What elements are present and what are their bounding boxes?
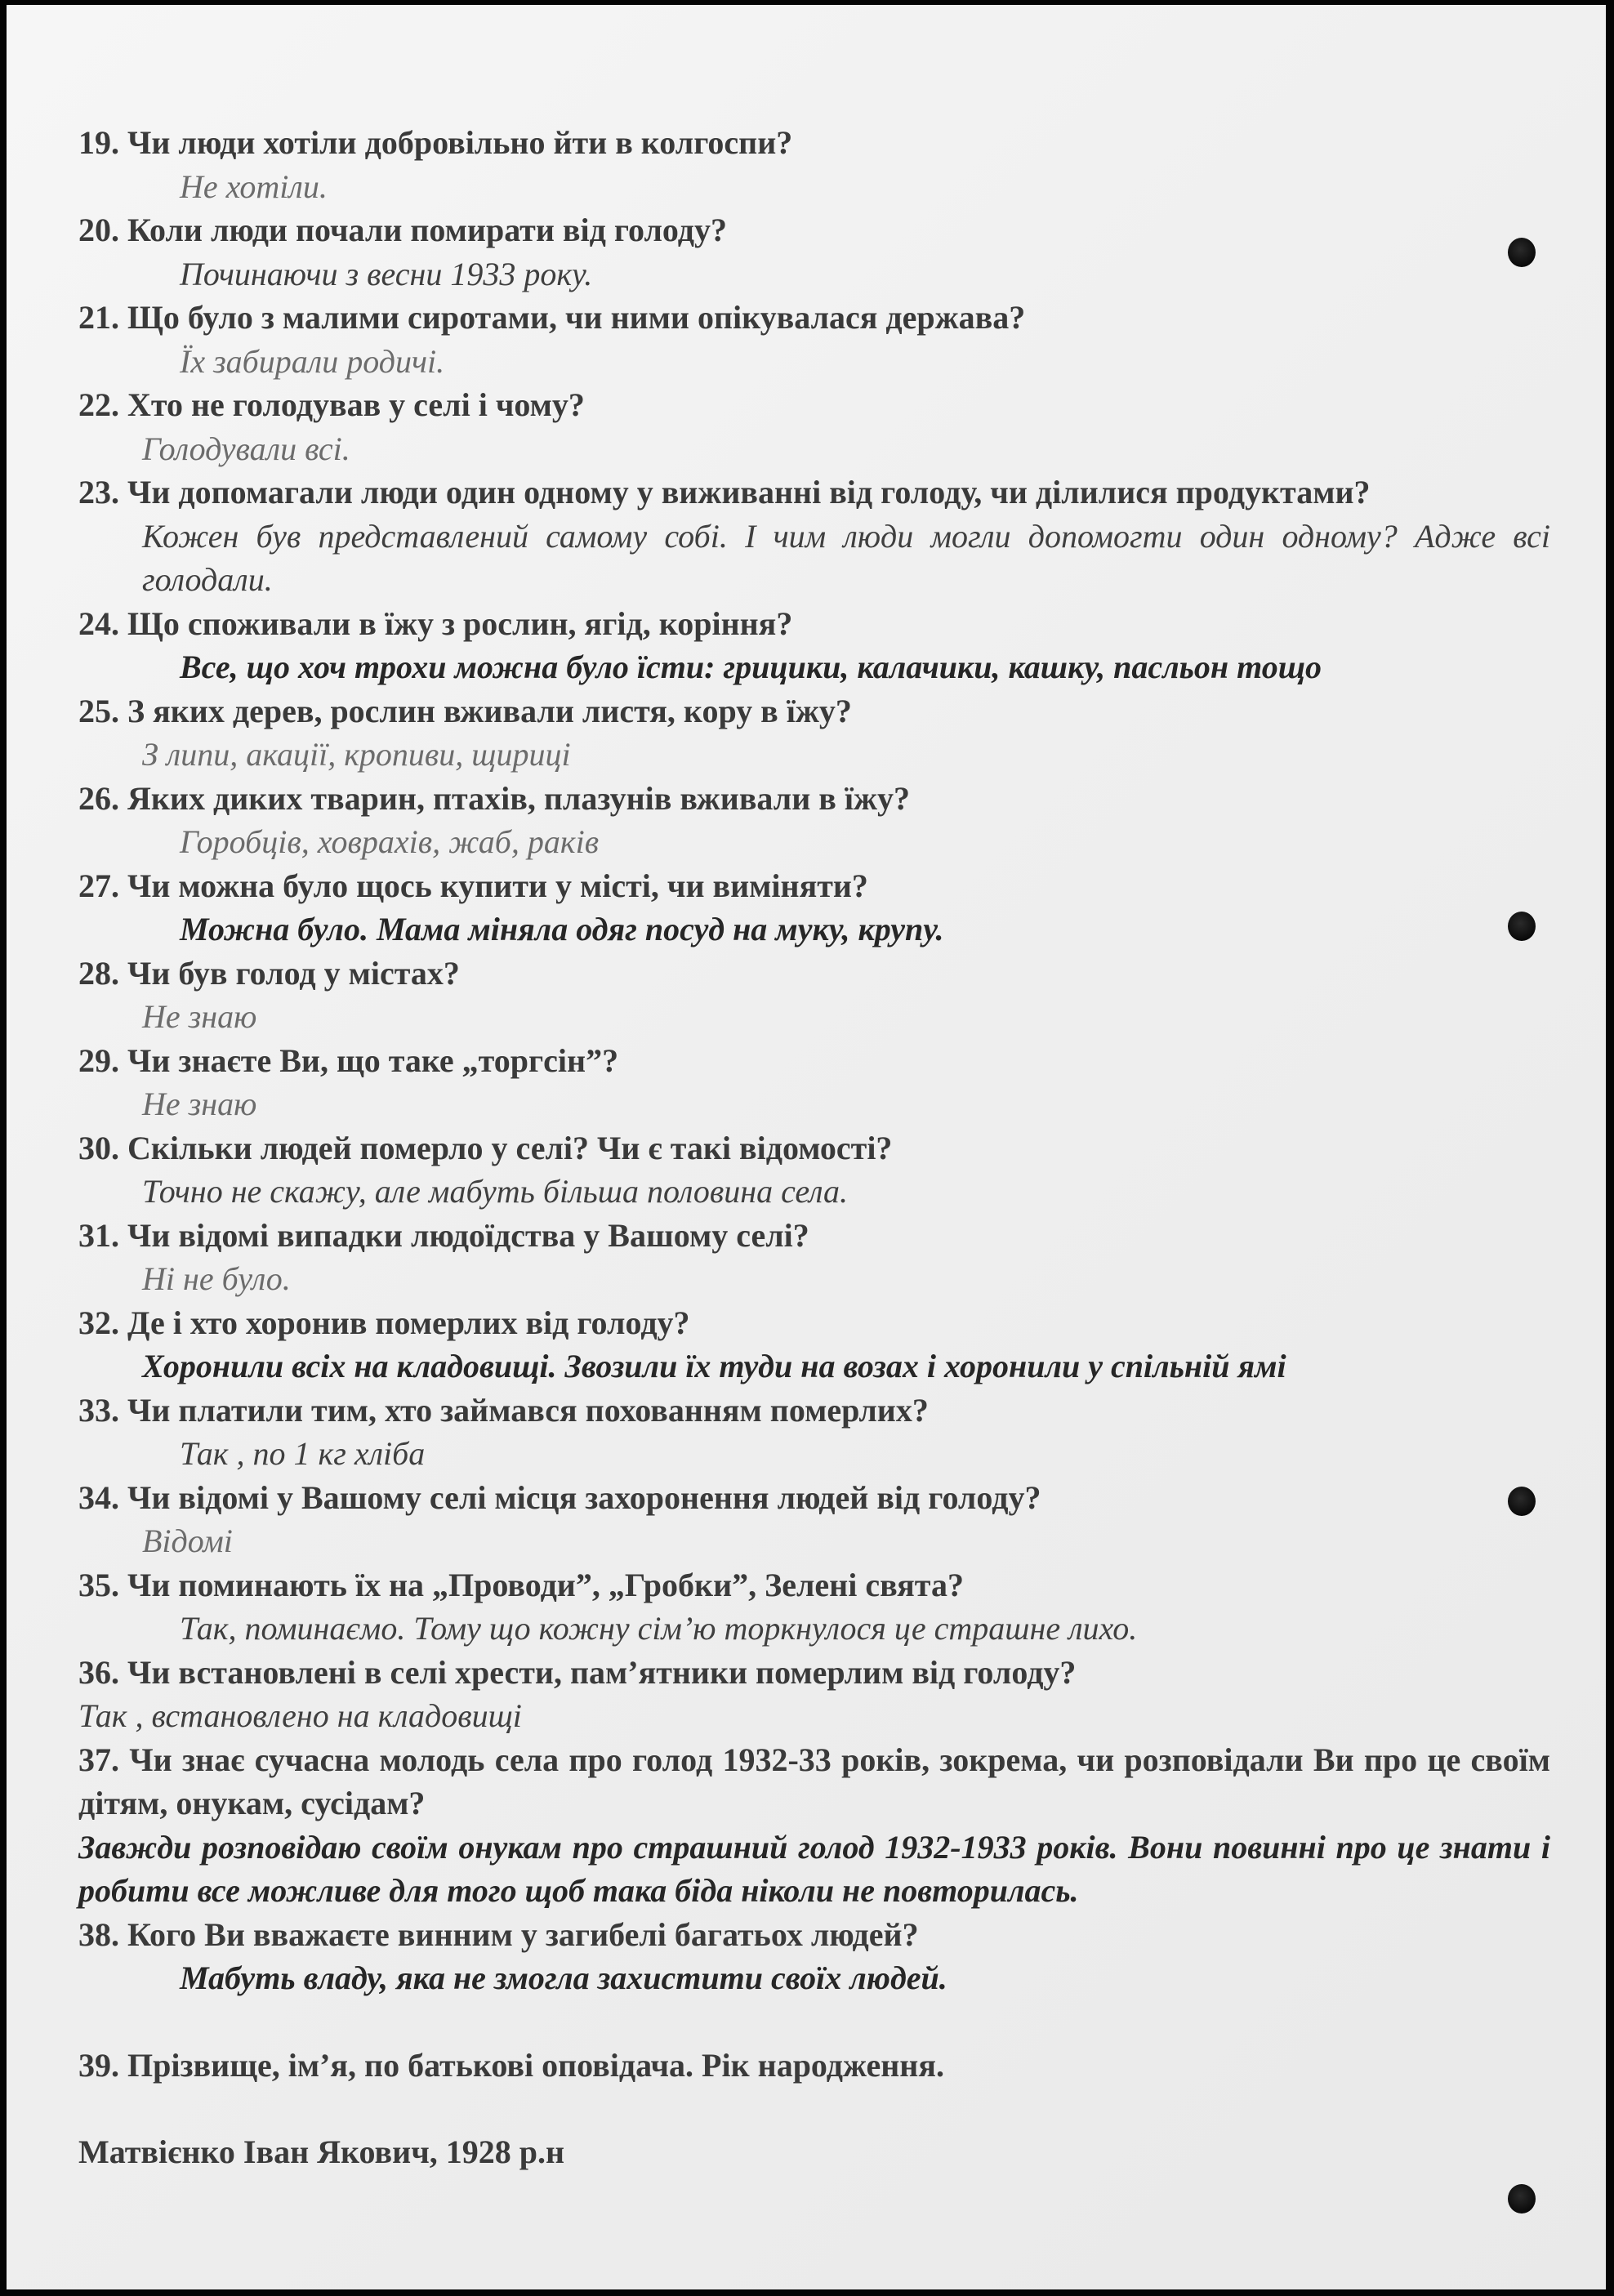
answer-text: Точно не скажу, але мабуть більша половина села.: [142, 1173, 849, 1210]
question-text: 35. Чи поминають їх на „Проводи”, „Гробки”, Зелені свята?: [78, 1566, 964, 1603]
answer-text: Їх забирали родичі.: [180, 342, 445, 380]
question-text: 25. З яких дерев, рослин вживали листя, кору в їжу?: [78, 692, 852, 729]
narrator-name: Матвієнко Іван Якович, 1928 р.н: [78, 2133, 565, 2170]
punch-hole: [1508, 238, 1536, 267]
question-text: 21. Що було з малими сиротами, чи ними опікувалася держава?: [78, 299, 1026, 336]
question-text: 38. Кого Ви вважаєте винним у загибелі багатьох людей?: [78, 1915, 919, 1953]
question-text: 28. Чи був голод у містах?: [78, 954, 460, 992]
question-text: 26. Яких диких тварин, птахів, плазунів вживали в їжу?: [78, 779, 910, 817]
answer-text: Не знаю: [142, 1086, 257, 1122]
answer-text: Кожен був представлений самому собі. І чим люди могли допомогти один одному? Адже всі голодали.: [142, 517, 1550, 598]
question-text: 24. Що споживали в їжу з рослин, ягід, коріння?: [78, 604, 793, 642]
question-text: 22. Хто не голодував у селі і чому?: [78, 386, 585, 423]
answer-text: Ні не було.: [142, 1260, 291, 1297]
punch-hole: [1508, 2184, 1536, 2214]
spacer: [78, 2087, 1550, 2130]
question-text: 30. Скільки людей померло у селі? Чи є такі відомості?: [78, 1129, 893, 1166]
answer-text: З липи, акації, кропиви, щириці: [142, 736, 571, 773]
question-text: 37. Чи знає сучасна молодь села про голод 1932-33 років, зокрема, чи розповідали Ви про це своїм дітям, онукам, сусідам?: [78, 1741, 1550, 1821]
answer-text: Не знаю: [142, 998, 257, 1035]
punch-hole: [1508, 912, 1536, 941]
answer-text: Горобців, ховрахів, жаб, раків: [180, 823, 600, 860]
answer-text: Відомі: [142, 1522, 233, 1559]
question-text: 29. Чи знаєте Ви, що таке „торгсін”?: [78, 1041, 619, 1079]
question-text: 20. Коли люди почали помирати від голоду?: [78, 212, 727, 248]
question-text: 32. Де і хто хоронив померлих від голоду?: [78, 1304, 690, 1341]
answer-text: Не хотіли.: [180, 167, 328, 205]
answer-text: Хоронили всіх на кладовищі. Звозили їх туди на возах і хоронили у спільній ямі: [142, 1348, 1286, 1384]
question-text: 27. Чи можна було щось купити у місті, чи виміняти?: [78, 867, 868, 904]
answer-text: Все, що хоч трохи можна було їсти: грицики, калачики, кашку, пасльон тощо: [180, 649, 1322, 685]
final-question: 39. Прізвище, ім’я, по батькові оповідача. Рік народження.: [78, 2046, 944, 2084]
question-text: 34. Чи відомі у Вашому селі місця захоронення людей від голоду?: [78, 1478, 1041, 1516]
question-text: 31. Чи відомі випадки людоїдства у Вашому селі?: [78, 1216, 809, 1254]
questionnaire-body: [78, 121, 1550, 2174]
answer-text: Мабуть владу, яка не змогла захистити своїх людей.: [180, 1959, 947, 1996]
question-text: 36. Чи встановлені в селі хрести, пам’ятники померлим від голоду?: [78, 1653, 1077, 1691]
answer-text: Так , по 1 кг хліба: [180, 1435, 426, 1472]
document-page: [7, 5, 1606, 2289]
answer-text: Так , встановлено на кладовищі: [78, 1697, 522, 1734]
punch-hole: [1508, 1487, 1536, 1516]
answer-text: Починаючи з весни 1933 року.: [180, 255, 593, 292]
answer-text: Можна було. Мама міняла одяг посуд на муку, крупу.: [180, 911, 944, 947]
spacer: [78, 2000, 1550, 2044]
answer-text: Завжди розповідаю своїм онукам про страшний голод 1932-1933 років. Вони повинні про це знати і робити все можливе для того щоб така біда ніколи не повторилась.: [78, 1828, 1550, 1909]
question-text: 19. Чи люди хотіли добровільно йти в колгоспи?: [78, 124, 793, 161]
answer-text: Голодували всі.: [142, 430, 350, 467]
answer-text: Так, поминаємо. Тому що кожну сім’ю торкнулося це страшне лихо.: [180, 1610, 1138, 1647]
question-text: 23. Чи допомагали люди один одному у виживанні від голоду, чи ділилися продуктами?: [78, 474, 1371, 510]
question-text: 33. Чи платили тим, хто займався похованням померлих?: [78, 1391, 929, 1429]
